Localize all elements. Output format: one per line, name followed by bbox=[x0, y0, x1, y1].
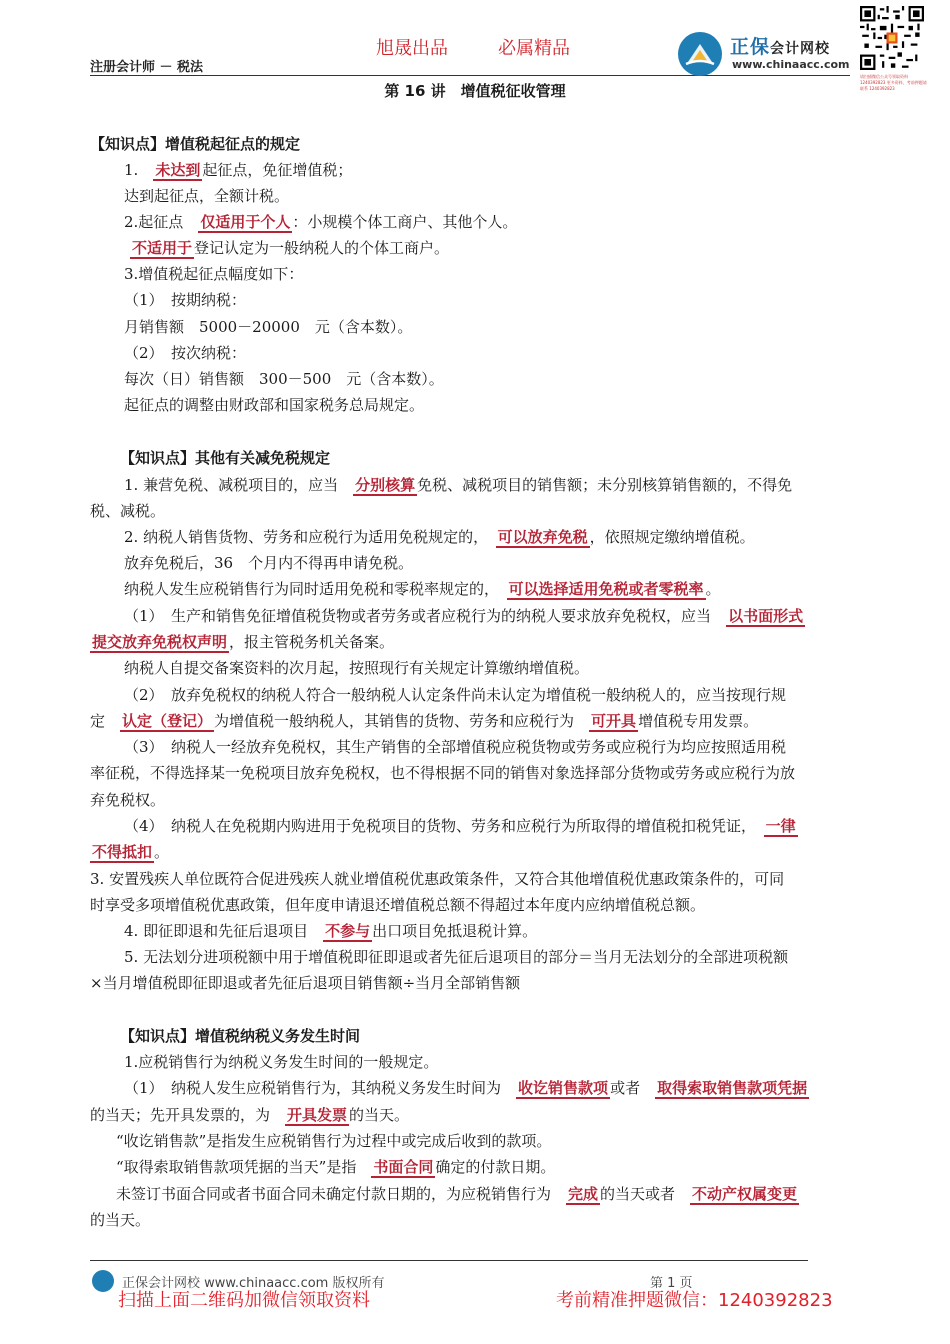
logo-sub: 会计网校 bbox=[770, 41, 831, 57]
text-line: 5. 无法划分进项税额中用于增值税即征即退或者先征后退项目的部分＝当月无法划分的全部进项税额 bbox=[124, 948, 789, 966]
logo-url: www.chinaacc.com bbox=[732, 58, 850, 71]
text-line bbox=[90, 842, 169, 862]
slogan-right: 必属精品 bbox=[498, 38, 570, 59]
section-heading: 【知识点】增值税起征点的规定 bbox=[90, 135, 301, 153]
text-line: （3） 纳税人一经放弃免税权，其生产销售的全部增值税应税货物或劳务或应税行为均应按照适用税 bbox=[124, 738, 787, 756]
highlight: 一律 bbox=[765, 817, 796, 835]
text-segment: 免税、减税项目的销售额；未分别核算销售额的，不得免 bbox=[417, 476, 793, 494]
highlight: 仅适用于个人 bbox=[200, 213, 291, 231]
highlight: 不适用于 bbox=[132, 239, 193, 257]
highlight: 取得索取销售款项凭据 bbox=[657, 1079, 808, 1097]
text-line: 的当天。 bbox=[90, 1211, 151, 1229]
text-line bbox=[130, 238, 449, 258]
text-line bbox=[90, 711, 758, 731]
highlight: 认定（登记） bbox=[122, 712, 213, 730]
text-line bbox=[124, 160, 352, 180]
lecture-title: 第 16 讲 增值税征收管理 bbox=[384, 82, 566, 100]
course-title: 注册会计师 － 税法 bbox=[90, 60, 204, 75]
text-line bbox=[124, 816, 798, 836]
highlight: 提交放弃免税权声明 bbox=[92, 633, 228, 651]
text-segment: 纳税人发生应税销售行为同时适用免税和零税率规定的， bbox=[124, 580, 507, 598]
section-heading: 【知识点】其他有关减免税规定 bbox=[120, 449, 331, 467]
page-number: 第 1 页 bbox=[650, 1276, 693, 1291]
text-line bbox=[124, 475, 792, 495]
text-segment: 2. 纳税人销售货物、劳务和应税行为适用免税规定的， bbox=[124, 528, 496, 546]
highlight: 不得抵扣 bbox=[92, 843, 153, 861]
highlight: 可以放弃免税 bbox=[497, 528, 588, 546]
highlight: 分别核算 bbox=[355, 476, 416, 494]
text-segment: 定 bbox=[90, 712, 121, 730]
logo-book-icon bbox=[678, 32, 722, 76]
highlight: 收讫销售款项 bbox=[518, 1079, 609, 1097]
text-line bbox=[90, 632, 394, 652]
highlight: 未达到 bbox=[155, 161, 201, 179]
text-segment: 。 bbox=[154, 843, 170, 861]
text-line: 纳税人自提交备案资料的次月起，按照现行有关规定计算缴纳增值税。 bbox=[124, 659, 590, 677]
text-line: （2） 按次纳税： bbox=[124, 344, 247, 362]
text-segment: 1. bbox=[124, 161, 154, 179]
slogan-left: 旭晟出品 bbox=[376, 38, 448, 59]
text-line: 每次（日）销售额 300－500 元（含本数）。 bbox=[124, 370, 444, 388]
text-segment: 起征点，免征增值税； bbox=[202, 161, 353, 179]
text-segment: 确定的付款日期。 bbox=[435, 1158, 556, 1176]
text-segment: ，报主管税务机关备案。 bbox=[229, 633, 395, 651]
text-segment: 的当天或者 bbox=[600, 1185, 691, 1203]
text-segment: 4. 即征即退和先征后退项目 bbox=[124, 922, 324, 940]
footer-copyright: 正保会计网校 www.chinaacc.com 版权所有 bbox=[122, 1276, 385, 1291]
text-segment: 1. 兼营免税、减税项目的，应当 bbox=[124, 476, 354, 494]
text-line: 月销售额 5000－20000 元（含本数）。 bbox=[124, 318, 413, 336]
text-segment: ：小规模个体工商户、其他个人。 bbox=[292, 213, 518, 231]
text-segment: 登记认定为一般纳税人的个体工商户。 bbox=[194, 239, 450, 257]
highlight: 完成 bbox=[568, 1185, 599, 1203]
text-segment: （4） 纳税人在免税期内购进用于免税项目的货物、劳务和应税行为所取得的增值税扣税凭证， bbox=[124, 817, 764, 835]
qr-code-icon[interactable] bbox=[860, 6, 924, 70]
text-line: 起征点的调整由财政部和国家税务总局规定。 bbox=[124, 396, 425, 414]
footer-logo-icon bbox=[92, 1270, 114, 1292]
text-line: 达到起征点，全额计税。 bbox=[124, 187, 290, 205]
watermark-left: 扫描上面二维码加微信领取资料 bbox=[118, 1290, 370, 1311]
text-line: 率征税，不得选择某一免税项目放弃免税权，也不得根据不同的销售对象选择部分货物或劳务或应税行为放 bbox=[90, 764, 796, 782]
text-segment: 。 bbox=[705, 580, 721, 598]
text-segment: 增值税专用发票。 bbox=[638, 712, 759, 730]
section-heading: 【知识点】增值税纳税义务发生时间 bbox=[120, 1027, 361, 1045]
text-segment: ，依照规定缴纳增值税。 bbox=[589, 528, 755, 546]
brand-logo[interactable] bbox=[678, 30, 858, 76]
text-line: 3. 安置残疾人单位既符合促进残疾人就业增值税优惠政策条件，又符合其他增值税优惠政策条件的，可同 bbox=[90, 870, 785, 888]
text-segment: 2.起征点 bbox=[124, 213, 199, 231]
text-line: 放弃免税后，36 个月内不得再申请免税。 bbox=[124, 554, 414, 572]
text-line: ×当月增值税即征即退或者先征后退项目销售额÷当月全部销售额 bbox=[90, 974, 521, 992]
text-line bbox=[124, 1078, 809, 1098]
text-line: 1.应税销售行为纳税义务发生时间的一般规定。 bbox=[124, 1053, 439, 1071]
text-line bbox=[116, 1184, 799, 1204]
text-line bbox=[90, 1105, 409, 1125]
highlight: 不动产权属变更 bbox=[692, 1185, 798, 1203]
text-line bbox=[124, 921, 537, 941]
qr-caption: 请扫描微信公众号领取资料 1240392823 更多资料，考前押题请联系 1240392823 bbox=[860, 74, 927, 91]
text-segment: 或者 bbox=[610, 1079, 656, 1097]
text-segment: 为增值税一般纳税人，其销售的货物、劳务和应税行为 bbox=[214, 712, 590, 730]
highlight: 可以选择适用免税或者零税率 bbox=[508, 580, 704, 598]
text-line: 税、减税。 bbox=[90, 502, 166, 520]
text-line: （1） 按期纳税： bbox=[124, 291, 247, 309]
text-segment: 出口项目免抵退税计算。 bbox=[372, 922, 538, 940]
highlight: 可开具 bbox=[591, 712, 637, 730]
highlight: 不参与 bbox=[325, 922, 371, 940]
text-line bbox=[124, 212, 517, 232]
logo-name: 正保 bbox=[730, 36, 771, 58]
text-line bbox=[124, 606, 805, 626]
text-segment: 的当天。 bbox=[349, 1106, 410, 1124]
text-segment: （1） 生产和销售免征增值税货物或者劳务或者应税行为的纳税人要求放弃免税权，应当 bbox=[124, 607, 727, 625]
text-segment: （1） 纳税人发生应税销售行为，其纳税义务发生时间为 bbox=[124, 1079, 517, 1097]
text-segment: “取得索取销售款项凭据的当天”是指 bbox=[116, 1158, 372, 1176]
text-segment: 未签订书面合同或者书面合同未确定付款日期的，为应税销售行为 bbox=[116, 1185, 567, 1203]
text-segment: 的当天；先开具发票的，为 bbox=[90, 1106, 286, 1124]
watermark-right: 考前精准押题微信：1240392823 bbox=[556, 1290, 833, 1311]
highlight: 开具发票 bbox=[287, 1106, 348, 1124]
text-line: 时享受多项增值税优惠政策，但年度申请退还增值税总额不得超过本年度内应纳增值税总额。 bbox=[90, 896, 706, 914]
footer-divider bbox=[90, 1260, 808, 1261]
highlight: 以书面形式 bbox=[728, 607, 804, 625]
text-line bbox=[116, 1157, 555, 1177]
text-line bbox=[124, 527, 755, 547]
text-line: （2） 放弃免税权的纳税人符合一般纳税人认定条件尚未认定为增值税一般纳税人的，应当按现行规 bbox=[124, 686, 787, 704]
text-line: 3.增值税起征点幅度如下： bbox=[124, 265, 304, 283]
highlight: 书面合同 bbox=[373, 1158, 434, 1176]
text-line bbox=[124, 579, 721, 599]
text-line: “收讫销售款”是指发生应税销售行为过程中或完成后收到的款项。 bbox=[116, 1132, 552, 1150]
text-line: 弃免税权。 bbox=[90, 791, 166, 809]
